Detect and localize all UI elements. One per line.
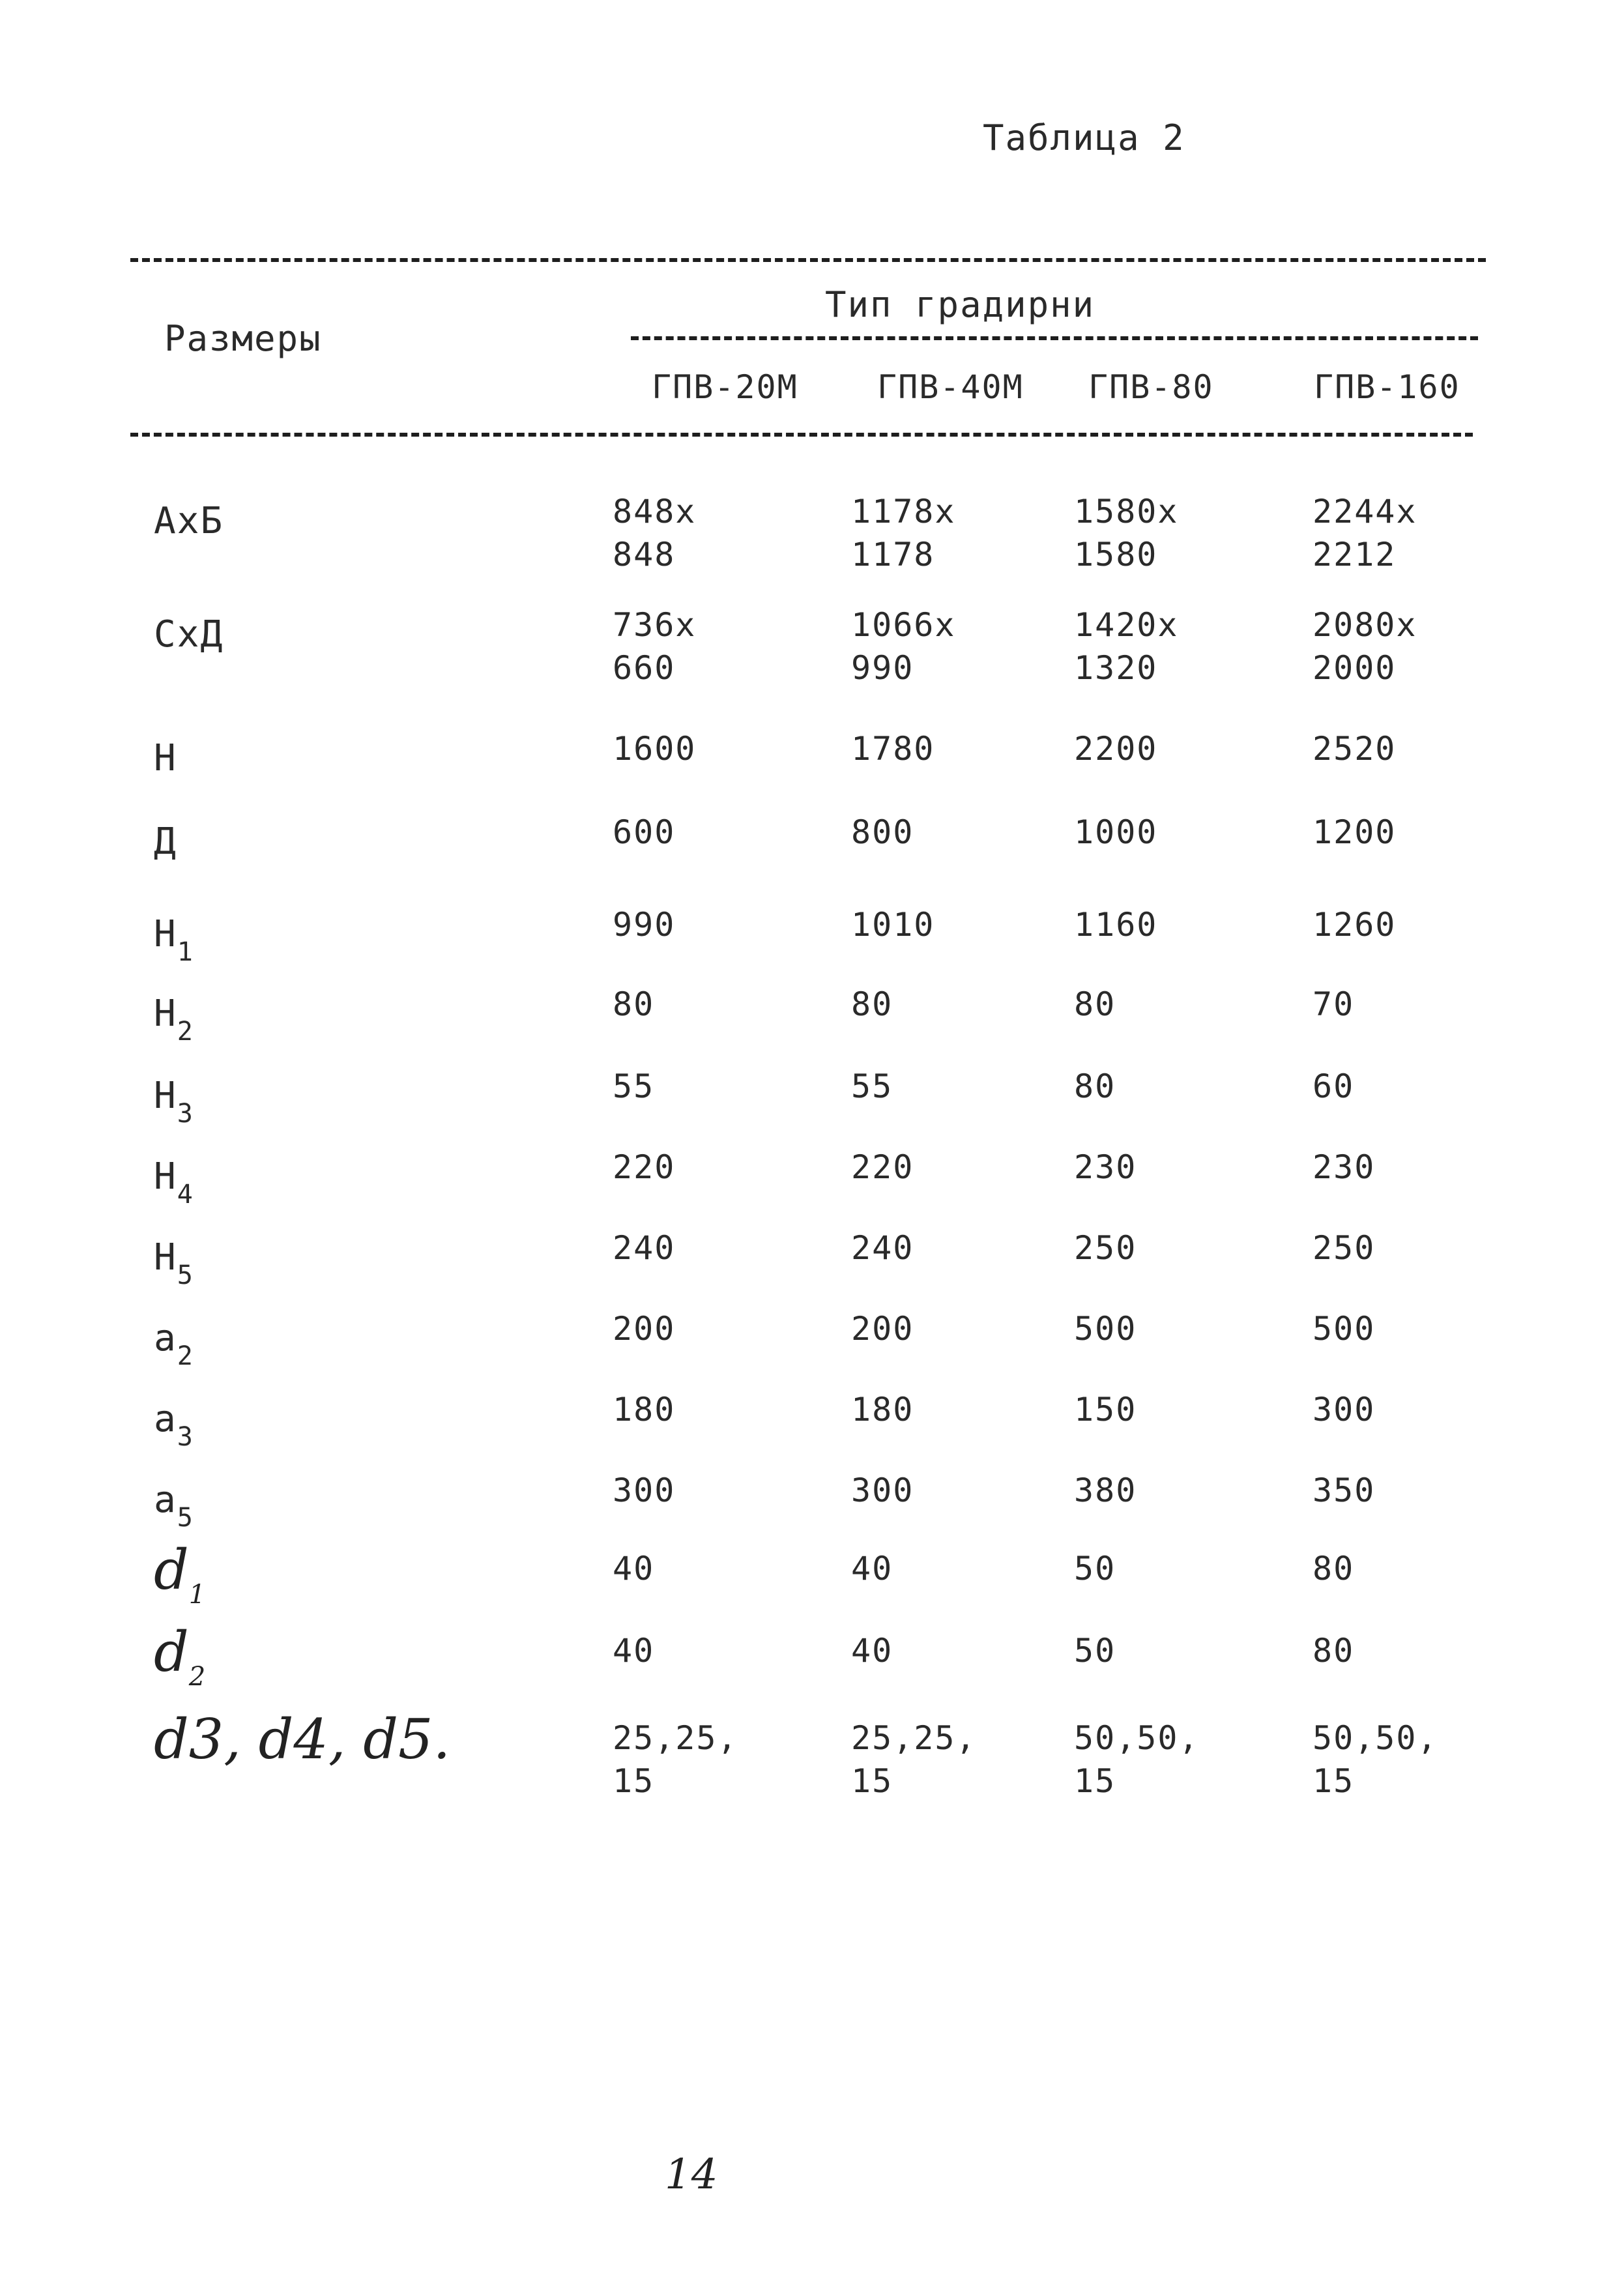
table-cell: 500 xyxy=(1312,1310,1376,1348)
table-cell: 1260 xyxy=(1312,906,1397,944)
table-cell: 1178х 1178 xyxy=(851,493,956,573)
table-cell: 80 xyxy=(851,985,893,1023)
row-label: $Н_4$ xyxy=(154,1155,194,1210)
table-cell: 1000 xyxy=(1074,813,1158,851)
row-label: Д xyxy=(154,820,177,863)
table-cell: 80 xyxy=(613,985,655,1023)
table-cell: 1580х 1580 xyxy=(1074,493,1179,573)
row-label: $Н_5$ xyxy=(154,1236,194,1290)
header-bottom-rule xyxy=(130,433,1473,437)
row-label: $а_5$ xyxy=(154,1479,194,1533)
table-cell: 1200 xyxy=(1312,813,1397,851)
table-cell: 2200 xyxy=(1074,730,1158,768)
table-cell: 50,50, 15 xyxy=(1074,1719,1200,1800)
table-caption: Таблица 2 xyxy=(983,117,1185,158)
row-label: Н xyxy=(154,737,177,779)
table-cell: 55 xyxy=(851,1067,893,1105)
table-cell: 25,25, 15 xyxy=(613,1719,738,1800)
row-label-header: Размеры xyxy=(164,318,322,359)
table-cell: 220 xyxy=(613,1148,676,1186)
table-cell: 80 xyxy=(1074,985,1116,1023)
table-cell: 380 xyxy=(1074,1472,1137,1509)
row-label: $Н_1$ xyxy=(154,913,194,967)
table-cell: 800 xyxy=(851,813,914,851)
header-group-rule xyxy=(631,336,1478,340)
column-group-header: Тип градирни xyxy=(825,284,1095,325)
page-number: 14 xyxy=(665,2151,718,2199)
column-header: ГПВ-20М xyxy=(652,368,798,406)
table-cell: 200 xyxy=(613,1310,676,1348)
table-cell: 600 xyxy=(613,813,676,851)
table-cell: 240 xyxy=(851,1229,914,1267)
table-cell: 25,25, 15 xyxy=(851,1719,977,1800)
row-label: $а_2$ xyxy=(154,1317,194,1371)
table-cell: 250 xyxy=(1312,1229,1376,1267)
table-cell: 40 xyxy=(851,1550,893,1588)
column-header: ГПВ-160 xyxy=(1314,368,1460,406)
table-cell: 848х 848 xyxy=(613,493,697,573)
table-cell: 60 xyxy=(1312,1067,1355,1105)
table-cell: 180 xyxy=(613,1391,676,1429)
row-label: d3, d4, d5. xyxy=(154,1707,451,1771)
row-label: $а_3$ xyxy=(154,1398,194,1452)
row-label: СхД xyxy=(154,613,224,656)
table-cell: 350 xyxy=(1312,1472,1376,1509)
table-cell: 1010 xyxy=(851,906,935,944)
table-cell: 2244х 2212 xyxy=(1312,493,1417,573)
row-label: $Н_2$ xyxy=(154,993,194,1047)
row-label: $Н_3$ xyxy=(154,1075,194,1129)
table-cell: 50,50, 15 xyxy=(1312,1719,1438,1800)
table-cell: 736х 660 xyxy=(613,606,697,687)
table-cell: 300 xyxy=(851,1472,914,1509)
table-cell: 50 xyxy=(1074,1550,1116,1588)
row-label: АхБ xyxy=(154,500,224,542)
table-cell: 1600 xyxy=(613,730,697,768)
table-cell: 220 xyxy=(851,1148,914,1186)
table-cell: 1780 xyxy=(851,730,935,768)
table-cell: 250 xyxy=(1074,1229,1137,1267)
table-cell: 230 xyxy=(1312,1148,1376,1186)
table-cell: 200 xyxy=(851,1310,914,1348)
table-cell: 40 xyxy=(613,1632,655,1670)
table-cell: 70 xyxy=(1312,985,1355,1023)
table-cell: 40 xyxy=(613,1550,655,1588)
table-cell: 80 xyxy=(1312,1632,1355,1670)
table-cell: 230 xyxy=(1074,1148,1137,1186)
table-cell: 1160 xyxy=(1074,906,1158,944)
row-label: $d_2$ xyxy=(154,1620,206,1692)
table-cell: 40 xyxy=(851,1632,893,1670)
column-header: ГПВ-80 xyxy=(1088,368,1214,406)
table-cell: 55 xyxy=(613,1067,655,1105)
table-cell: 1420х 1320 xyxy=(1074,606,1179,687)
table-cell: 2080х 2000 xyxy=(1312,606,1417,687)
table-cell: 300 xyxy=(613,1472,676,1509)
table-cell: 150 xyxy=(1074,1391,1137,1429)
column-header: ГПВ-40М xyxy=(877,368,1024,406)
table-cell: 80 xyxy=(1074,1067,1116,1105)
table-cell: 300 xyxy=(1312,1391,1376,1429)
table-top-rule xyxy=(130,258,1486,262)
row-label: $d_1$ xyxy=(154,1538,206,1610)
table-cell: 180 xyxy=(851,1391,914,1429)
table-cell: 1066х 990 xyxy=(851,606,956,687)
table-cell: 240 xyxy=(613,1229,676,1267)
table-cell: 500 xyxy=(1074,1310,1137,1348)
table-cell: 2520 xyxy=(1312,730,1397,768)
table-cell: 50 xyxy=(1074,1632,1116,1670)
table-cell: 990 xyxy=(613,906,676,944)
table-cell: 80 xyxy=(1312,1550,1355,1588)
